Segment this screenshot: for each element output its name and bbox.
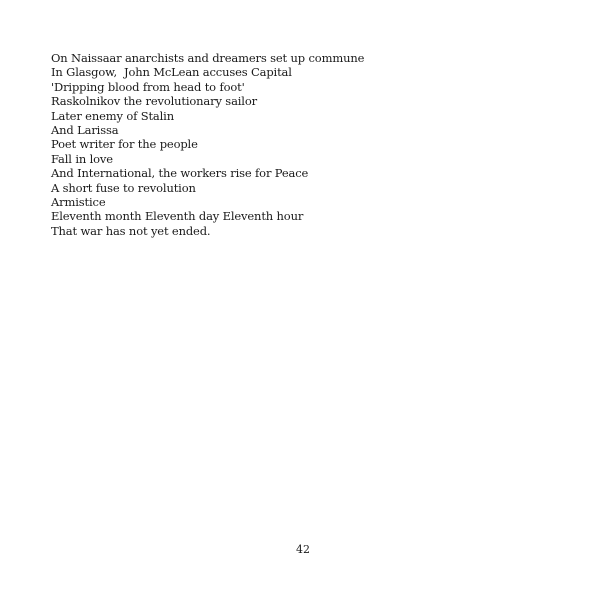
poem-line: Fall in love	[51, 151, 113, 166]
poem-line: Eleventh month Eleventh day Eleventh hour	[51, 209, 304, 224]
poem-line: On Naissaar anarchists and dreamers set up commune	[51, 51, 365, 65]
poem-line: That war has not yet ended.	[51, 223, 211, 238]
poem-line: Raskolnikov the revolutionary sailor	[51, 94, 257, 109]
poem-line: Armistice	[51, 195, 106, 210]
poem-line: 'Dripping blood from head to foot'	[51, 79, 245, 94]
poem-line: And International, the workers rise for Peace	[51, 166, 309, 181]
poem-line: Poet writer for the people	[51, 137, 198, 152]
poem-line: A short fuse to revolution	[51, 180, 196, 195]
poem-text	[51, 51, 364, 238]
poem-line: And Larissa	[51, 123, 119, 138]
poem-line: In Glasgow, John McLean accuses Capital	[51, 65, 292, 80]
poem-line: Later enemy of Stalin	[51, 108, 174, 123]
page-number: 42	[296, 543, 310, 556]
